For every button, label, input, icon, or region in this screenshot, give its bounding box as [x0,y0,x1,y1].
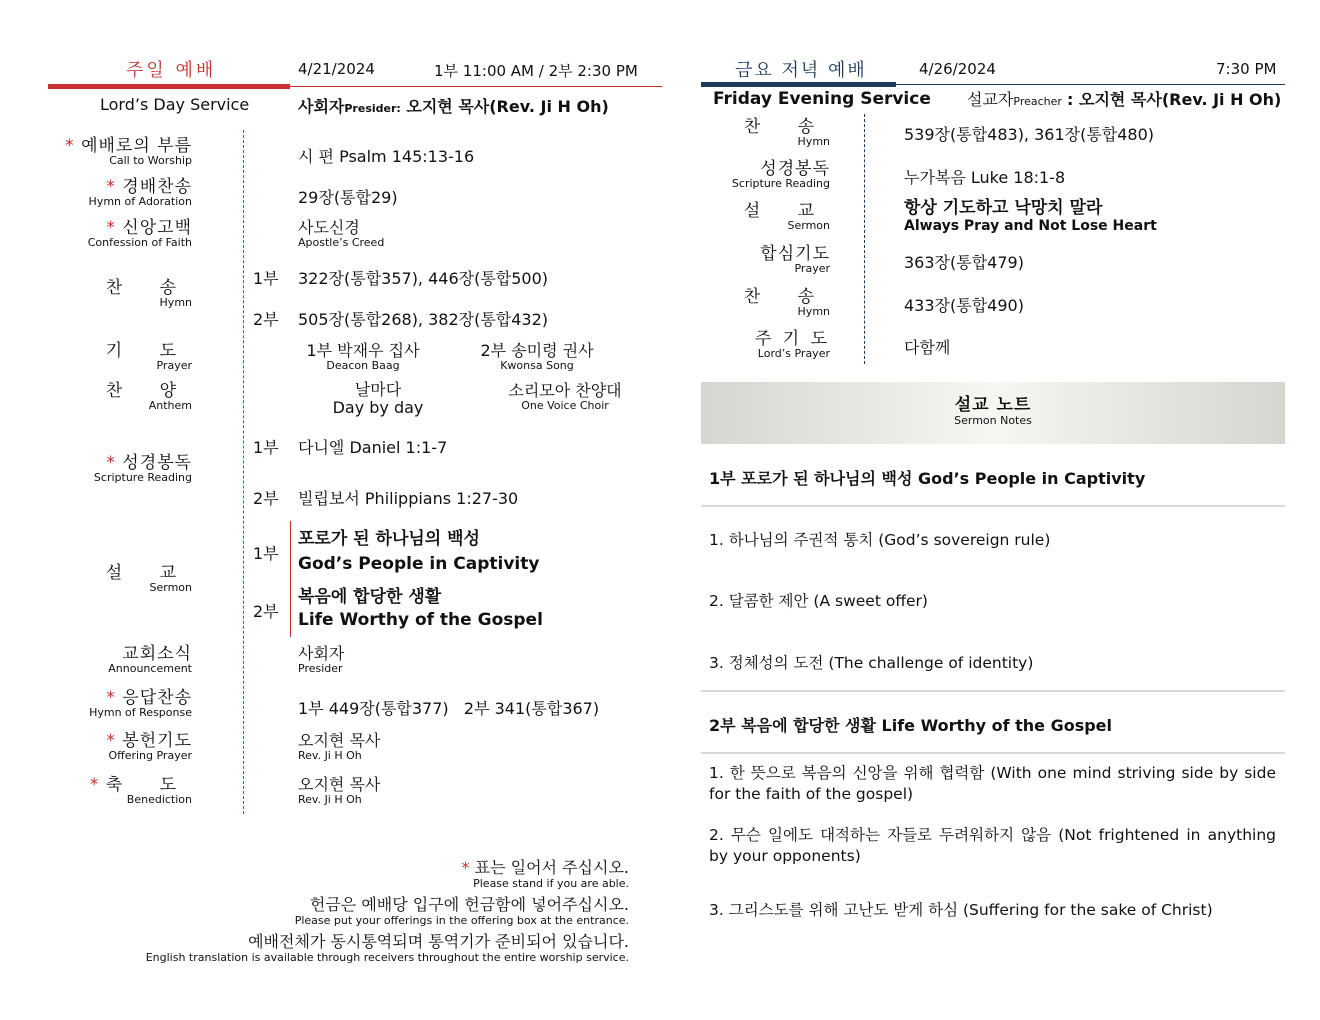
hymn-service2-content: 505장(통합268), 382장(통합432) [298,310,549,329]
preacher-line: 설교자Preacher : 오지현 목사(Rev. Ji H Oh) [967,90,1282,109]
notes-divider-1 [701,505,1285,507]
scripture-reading-label: * 성경봉독 Scripture Reading [93,453,192,484]
anthem-choir: 소리모아 찬양대 One Voice Choir [508,381,622,412]
left-header-rule [290,86,662,87]
scripture-service1-label: 1부 [253,438,279,457]
friday-hymn1-label: 찬 송 Hymn [743,117,830,148]
notes-service2-point-3: 3. 그리스도를 위해 고난도 받게 하심 (Suffering for the sake of Christ) [709,901,1213,919]
scripture-service1-content: 다니엘 Daniel 1:1-7 [298,438,448,457]
friday-title-en: Friday Evening Service [713,89,931,109]
notes-service2-point-2: 2. 무슨 일에도 대적하는 자들로 두려워하지 않음 (Not frightened in anything by your opponents) [709,826,1276,865]
lords-day-date: 4/21/2024 [298,60,375,78]
call-to-worship-label: * 예배로의 부름 Call to Worship [65,136,192,167]
friday-hymn1-content: 539장(통합483), 361장(통합480) [904,125,1155,144]
notes-service1-point-1: 1. 하나님의 주권적 통치 (God’s sovereign rule) [709,531,1051,549]
hymn-of-adoration-label: * 경배찬송 Hymn of Adoration [88,177,192,208]
presider-line: 사회자Presider: 오지현 목사(Rev. Ji H Oh) [298,97,609,116]
friday-prayer-content: 363장(통합479) [904,253,1024,272]
announcement-content: 사회자 Presider [298,644,345,675]
confession-of-faith-label: * 신앙고백 Confession of Faith [87,218,192,249]
friday-date: 4/26/2024 [919,60,996,78]
notes-service2-heading: 2부 복음에 합당한 생활 Life Worthy of the Gospel [709,716,1113,735]
friday-scripture-label: 성경봉독 Scripture Reading [731,159,830,190]
hymn-of-response-label: * 응답찬송 Hymn of Response [89,688,192,719]
notes-divider-2 [701,690,1285,692]
friday-lords-prayer-label: 주 기 도 Lord’s Prayer [754,329,830,360]
lords-day-title-en: Lord’s Day Service [100,95,250,114]
notes-service1-heading: 1부 포로가 된 하나님의 백성 God’s People in Captivity [709,469,1146,488]
prayer-service2: 2부 송미령 권사 Kwonsa Song [480,341,594,372]
anthem-label: 찬 양 Anthem [105,381,192,412]
scripture-service2-content: 빌립보서 Philippians 1:27-30 [298,489,519,508]
notes-service1-point-2: 2. 달콤한 제안 (A sweet offer) [709,592,928,610]
announcement-label: 교회소식 Announcement [108,644,192,675]
sermon-notes-title: 설교 노트 Sermon Notes [954,395,1032,427]
friday-lords-prayer-content: 다함께 [904,338,951,357]
hymn-service1-content: 322장(통합357), 446장(통합500) [298,269,549,288]
notes-service2-point-1: 1. 한 뜻으로 복음의 신앙을 위해 협력함 (With one mind striving side by side for the faith of the gospel) [709,764,1276,803]
scripture-service2-label: 2부 [253,489,279,508]
lords-day-title-ko: 주일 예배 [126,60,217,81]
hymn-label: 찬 송 Hymn [105,278,192,309]
friday-scripture-content: 누가복음 Luke 18:1-8 [904,168,1066,187]
sermon-service1-title: 포로가 된 하나님의 백성 God’s People in Captivity [298,529,540,574]
anthem-title: 날마다 Day by day [332,380,424,417]
confession-of-faith-content: 사도신경 Apostle’s Creed [298,218,385,249]
call-to-worship-content: 시 편 Psalm 145:13-16 [298,147,475,166]
hymn-service2-label: 2부 [253,310,279,329]
friday-time: 7:30 PM [1216,60,1277,78]
sermon-vertical-rule [290,521,291,637]
sermon-service2-title: 복음에 합당한 생활 Life Worthy of the Gospel [298,587,543,630]
benediction-content: 오지현 목사 Rev. Ji H Oh [298,775,381,806]
friday-prayer-label: 합심기도 Prayer [760,244,830,275]
offering-prayer-content: 오지현 목사 Rev. Ji H Oh [298,731,381,762]
notes-divider-3 [701,752,1285,754]
right-dashed-divider [864,114,865,364]
friday-sermon-content: 항상 기도하고 낙망치 말라 Always Pray and Not Lose Heart [904,198,1157,234]
right-header-rule [896,84,1285,85]
left-dashed-divider [243,130,244,814]
offering-prayer-label: * 봉헌기도 Offering Prayer [106,731,192,762]
prayer-label: 기 도 Prayer [105,341,192,372]
footer-notes: * 표는 일어서 주십시오. Please stand if you are able. 헌금은 예배당 입구에 헌금함에 넣어주십시오. Please put your offerings in the offering box at the entrance. 예배전체가 동시통역되며 통역기가 준비되어 있습니다. English translation is available through receivers throughout the entire worship service. [145,858,629,964]
right-header-bar [701,82,896,87]
friday-title-ko: 금요 저녁 예배 [735,60,867,81]
sermon-service2-label: 2부 [253,602,279,621]
friday-hymn2-content: 433장(통합490) [904,296,1024,315]
friday-hymn2-label: 찬 송 Hymn [743,287,830,318]
sermon-service1-label: 1부 [253,544,279,563]
hymn-of-adoration-content: 29장(통합29) [298,188,398,207]
sermon-label: 설 교 Sermon [105,563,192,594]
notes-service1-point-3: 3. 정체성의 도전 (The challenge of identity) [709,654,1034,672]
friday-sermon-label: 설 교 Sermon [743,201,830,232]
lords-day-times: 1부 11:00 AM / 2부 2:30 PM [434,62,638,80]
benediction-label: * 축 도 Benediction [89,775,192,806]
prayer-service1: 1부 박재우 집사 Deacon Baag [306,341,420,372]
hymn-service1-label: 1부 [253,269,279,288]
left-header-bar [48,84,290,89]
hymn-of-response-content: 1부 449장(통합377) 2부 341(통합367) [298,699,600,718]
